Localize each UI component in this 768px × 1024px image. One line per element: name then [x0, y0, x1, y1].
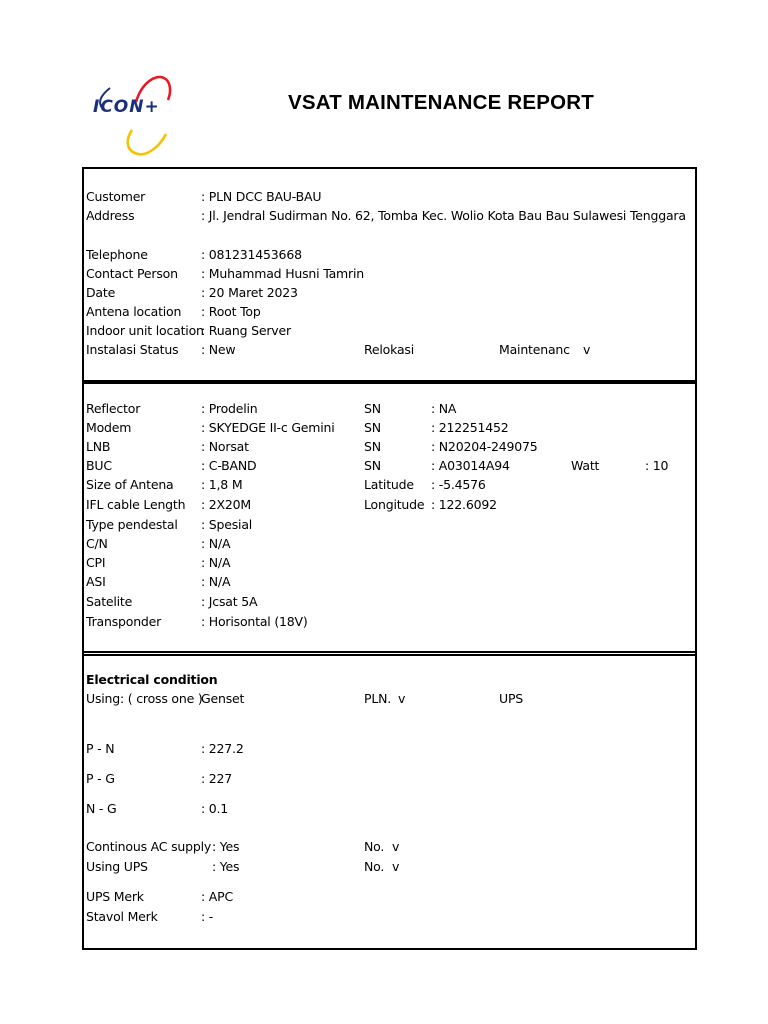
logo-text: ICON+	[93, 97, 160, 117]
ups-merk-label: UPS Merk	[86, 889, 144, 904]
ups-merk-value: : APC	[201, 889, 234, 904]
sn-label: SN	[364, 420, 381, 435]
instalasi-status-value: : New	[201, 342, 236, 357]
transponder-value: : Horisontal (18V)	[201, 614, 308, 629]
ups-label: UPS	[499, 691, 524, 706]
stavol-merk-label: Stavol Merk	[86, 909, 158, 924]
indoor-unit-value: : Ruang Server	[201, 323, 291, 338]
size-of-antena-label: Size of Antena	[86, 477, 174, 492]
lnb-value: : Norsat	[201, 439, 249, 454]
satelite-label: Satelite	[86, 594, 133, 609]
asi-label: ASI	[86, 574, 106, 589]
cn-value: : N/A	[201, 536, 231, 551]
maintenance-label: Maintenanc	[499, 342, 570, 357]
ac-supply-label: Continous AC supply	[86, 839, 212, 854]
watt-value: : 10	[645, 458, 669, 473]
ifl-cable-value: : 2X20M	[201, 497, 251, 512]
icon-plus-logo	[90, 68, 190, 160]
satelite-value: : Jcsat 5A	[201, 594, 258, 609]
antena-location-value: : Root Top	[201, 304, 261, 319]
telephone-value: : 081231453668	[201, 247, 302, 262]
pg-label: P - G	[86, 771, 115, 786]
telephone-label: Telephone	[86, 247, 148, 262]
cn-label: C/N	[86, 536, 108, 551]
address-value: : Jl. Jendral Sudirman No. 62, Tomba Kec. Wolio Kota Bau Bau Sulawesi Tenggara	[201, 208, 686, 223]
ac-supply-yes: : Yes	[212, 839, 240, 854]
sn-label: SN	[364, 401, 381, 416]
instalasi-status-label: Instalasi Status	[86, 342, 179, 357]
customer-value: : PLN DCC BAU-BAU	[201, 189, 322, 204]
latitude-label: Latitude	[364, 477, 414, 492]
using-ups-no-label: No.	[364, 859, 385, 874]
ac-supply-no-mark: v	[392, 839, 400, 854]
customer-label: Customer	[86, 189, 146, 204]
longitude-value: : 122.6092	[431, 497, 497, 512]
reflector-label: Reflector	[86, 401, 141, 416]
pg-value: : 227	[201, 771, 233, 786]
cpi-label: CPI	[86, 555, 106, 570]
maintenance-mark: v	[583, 342, 591, 357]
using-ups-yes: : Yes	[212, 859, 240, 874]
sn-lnb-value: : N20204-249075	[431, 439, 538, 454]
electrical-heading: Electrical condition	[86, 672, 218, 687]
buc-value: : C-BAND	[201, 458, 257, 473]
using-label: Using: ( cross one )	[86, 691, 203, 706]
ng-value: : 0.1	[201, 801, 229, 816]
pn-label: P - N	[86, 741, 115, 756]
sn-buc-value: : A03014A94	[431, 458, 510, 473]
ifl-cable-label: IFL cable Length	[86, 497, 186, 512]
modem-label: Modem	[86, 420, 132, 435]
sn-reflector-value: : NA	[431, 401, 457, 416]
lnb-label: LNB	[86, 439, 111, 454]
contact-person-value: : Muhammad Husni Tamrin	[201, 266, 364, 281]
stavol-merk-value: : -	[201, 909, 214, 924]
ng-label: N - G	[86, 801, 117, 816]
longitude-label: Longitude	[364, 497, 425, 512]
sn-modem-value: : 212251452	[431, 420, 509, 435]
date-label: Date	[86, 285, 116, 300]
type-pendestal-label: Type pendestal	[86, 517, 178, 532]
pn-value: : 227.2	[201, 741, 244, 756]
reflector-value: : Prodelin	[201, 401, 258, 416]
address-label: Address	[86, 208, 135, 223]
ac-supply-no-label: No.	[364, 839, 385, 854]
sn-label: SN	[364, 458, 381, 473]
date-value: : 20 Maret 2023	[201, 285, 298, 300]
size-of-antena-value: : 1,8 M	[201, 477, 243, 492]
modem-value: : SKYEDGE II-c Gemini	[201, 420, 335, 435]
buc-label: BUC	[86, 458, 112, 473]
asi-value: : N/A	[201, 574, 231, 589]
latitude-value: : -5.4576	[431, 477, 486, 492]
cpi-value: : N/A	[201, 555, 231, 570]
indoor-unit-label: Indoor unit location	[86, 323, 204, 338]
using-ups-no-mark: v	[392, 859, 400, 874]
watt-label: Watt	[571, 458, 600, 473]
genset-label: Genset	[201, 691, 245, 706]
pln-label: PLN.	[364, 691, 392, 706]
sn-label: SN	[364, 439, 381, 454]
contact-person-label: Contact Person	[86, 266, 178, 281]
using-ups-label: Using UPS	[86, 859, 148, 874]
antena-location-label: Antena location	[86, 304, 182, 319]
relokasi-label: Relokasi	[364, 342, 414, 357]
transponder-label: Transponder	[86, 614, 162, 629]
pln-mark: v	[398, 691, 406, 706]
type-pendestal-value: : Spesial	[201, 517, 253, 532]
report-title: VSAT MAINTENANCE REPORT	[288, 91, 595, 114]
